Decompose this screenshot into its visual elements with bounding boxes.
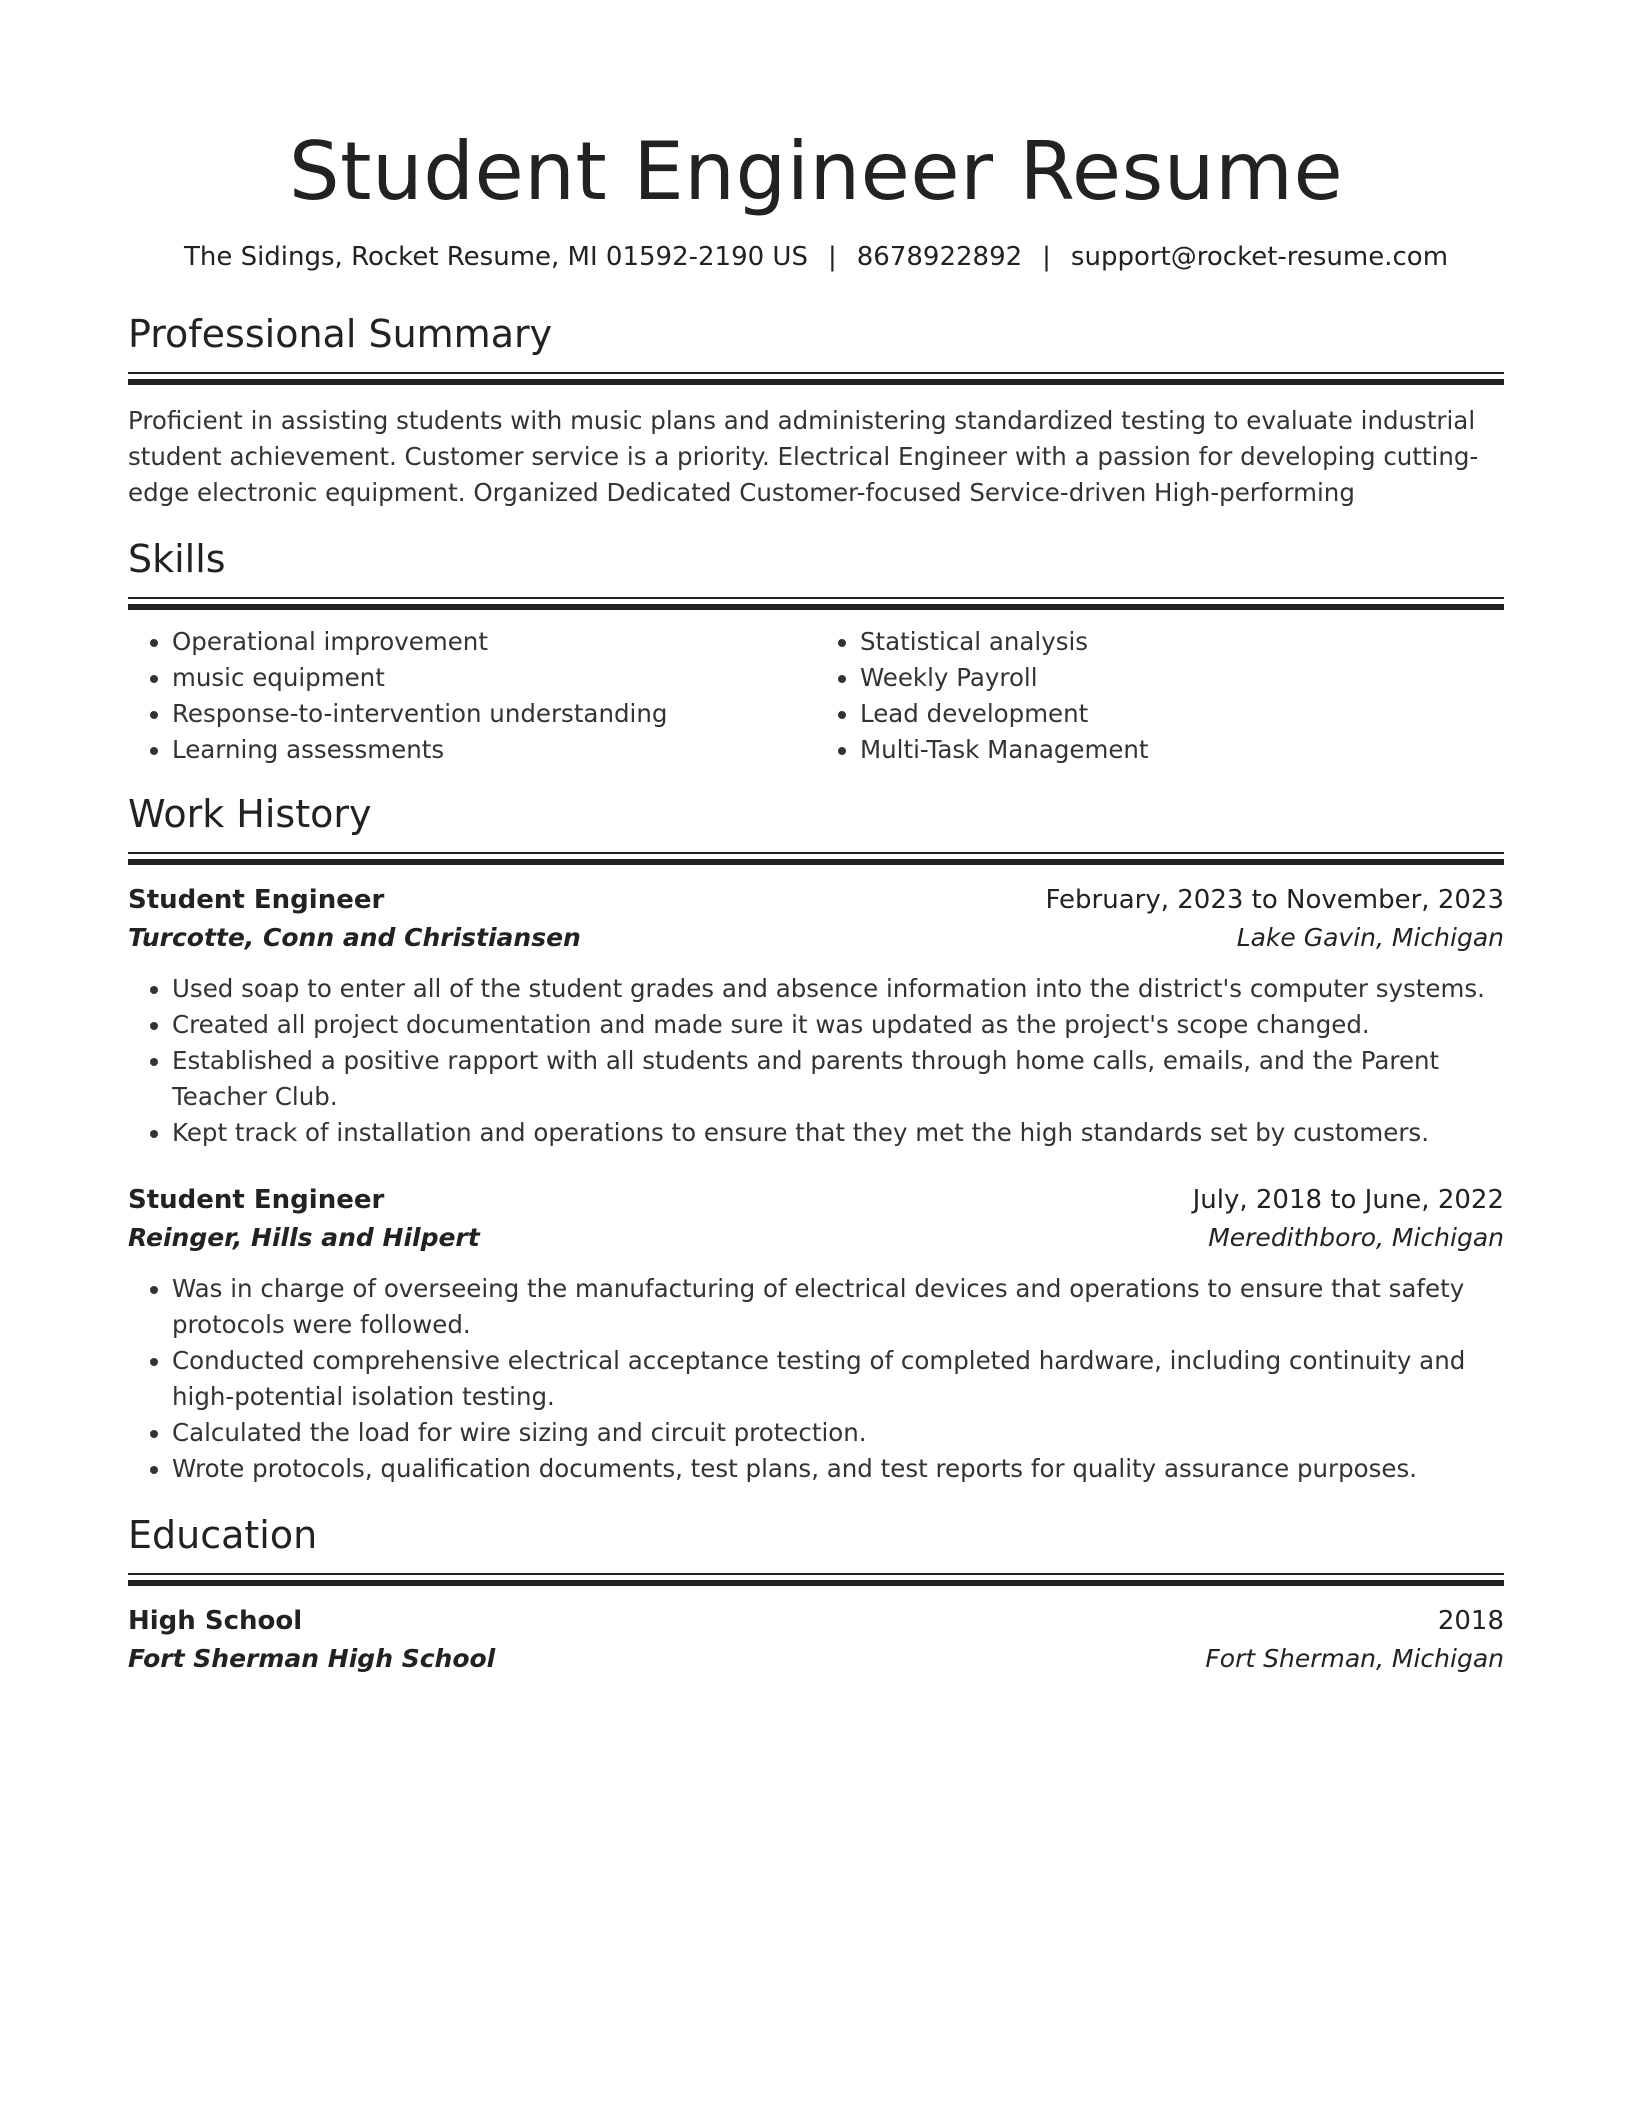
job-company: Reinger, Hills and Hilpert [128,1223,480,1252]
job-title: Student Engineer [128,1185,385,1215]
work-section [128,790,1504,1487]
education-subheader [128,1640,1504,1678]
skills-list-left [128,624,816,768]
contact-phone: 8678922892 [856,242,1023,272]
section-divider [128,1573,1504,1586]
contact-separator: | [827,242,837,272]
summary-text: Proficient in assisting students with music plans and administering standardized testing to evaluate industrial student achievement. Customer service is a priority. Electrical Engineer with a passion for developing cutting-edge electronic equipment. Organized Dedicated Customer-focused Service-driven High-performing [128,406,1479,507]
job-location: Lake Gavin, Michigan [1236,923,1504,952]
job-bullet: • Used soap to enter all of the student grades and absence information into the district's computer systems. [172,971,1504,1007]
education-entry [128,1602,1504,1678]
skills-heading: Skills [128,537,226,581]
skills-list-right [816,624,1504,768]
contact-line [128,240,1504,274]
job-title: Student Engineer [128,885,385,915]
job-dates: July, 2018 to June, 2022 [1192,1185,1504,1215]
skill-item: • music equipment [172,660,816,696]
job-bullet: • Established a positive rapport with all students and parents through home calls, emails, and the Parent Teacher Club. [172,1043,1504,1115]
job-dates: February, 2023 to November, 2023 [1045,885,1504,915]
skill-item: • Lead development [860,696,1504,732]
skill-item: • Weekly Payroll [860,660,1504,696]
job-bullet: • Conducted comprehensive electrical acceptance testing of completed hardware, including continuity and high-potential isolation testing. [172,1343,1504,1415]
contact-separator: | [1042,242,1051,272]
education-degree: High School [128,1606,303,1636]
job-header [128,881,1504,919]
job-entry [128,1181,1504,1487]
skills-columns [128,624,1504,768]
job-bullet: • Kept track of installation and operations to ensure that they met the high standards set by customers. [172,1115,1504,1151]
skill-item: • Multi-Task Management [860,732,1504,768]
resume-title: Student Engineer Resume [288,125,1344,218]
job-bullets [128,971,1504,1151]
job-bullets [128,1271,1504,1487]
job-header [128,1181,1504,1219]
skill-item: • Operational improvement [172,624,816,660]
summary-heading: Professional Summary [128,312,553,356]
summary-section [128,310,1504,511]
skill-item: • Learning assessments [172,732,816,768]
job-company: Turcotte, Conn and Christiansen [128,923,581,952]
job-bullet: • Was in charge of overseeing the manufacturing of electrical devices and operations to ensure that safety protocols were followed. [172,1271,1504,1343]
work-heading: Work History [128,792,372,836]
skills-section [128,535,1504,768]
job-subheader [128,919,1504,957]
education-heading: Education [128,1513,318,1557]
education-location: Fort Sherman, Michigan [1205,1644,1504,1673]
education-school: Fort Sherman High School [128,1644,496,1673]
job-entry [128,881,1504,1151]
section-divider [128,852,1504,865]
job-bullet: • Calculated the load for wire sizing and circuit protection. [172,1415,1504,1451]
education-header [128,1602,1504,1640]
section-divider [128,597,1504,610]
job-subheader [128,1219,1504,1257]
job-bullet: • Created all project documentation and made sure it was updated as the project's scope changed. [172,1007,1504,1043]
section-divider [128,372,1504,385]
education-year: 2018 [1437,1606,1504,1636]
education-section [128,1511,1504,1678]
skill-item: • Response-to-intervention understanding [172,696,816,732]
job-location: Meredithboro, Michigan [1208,1223,1504,1252]
skill-item: • Statistical analysis [860,624,1504,660]
job-bullet: • Wrote protocols, qualification documents, test plans, and test reports for quality assurance purposes. [172,1451,1504,1487]
contact-email: support@rocket-resume.com [1070,242,1449,272]
contact-address: The Sidings, Rocket Resume, MI 01592-2190 US [183,242,808,272]
